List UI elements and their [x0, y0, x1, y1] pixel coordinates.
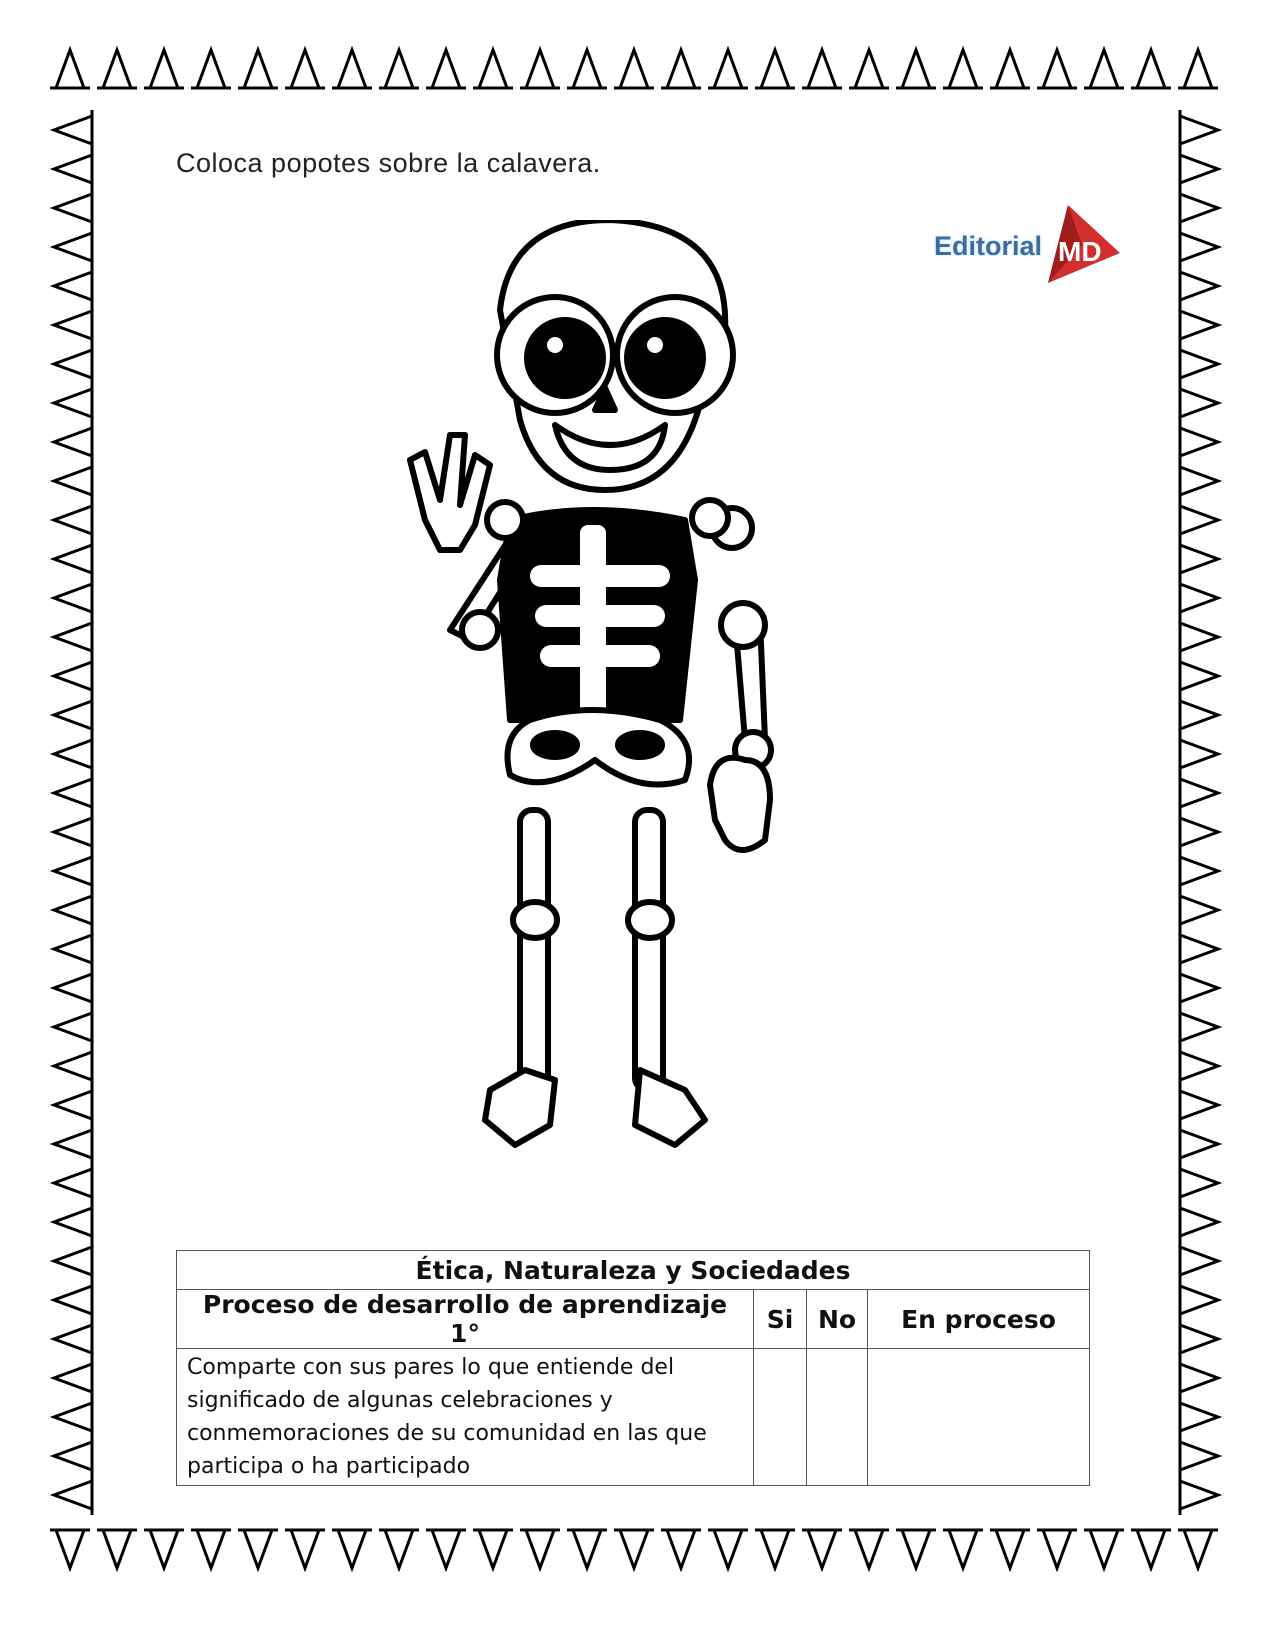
- header-si: Si: [754, 1290, 807, 1349]
- table-row: [177, 1349, 1090, 1486]
- header-en-proceso: En proceso: [868, 1290, 1090, 1349]
- table-title: Ética, Naturaleza y Sociedades: [177, 1251, 1090, 1290]
- svg-text:MD: MD: [1058, 236, 1102, 267]
- instruction-text: Coloca popotes sobre la calavera.: [176, 148, 601, 178]
- cell-en-proceso[interactable]: [868, 1349, 1090, 1486]
- assessment-table: [176, 1250, 1090, 1486]
- header-no: No: [807, 1290, 868, 1349]
- skeleton-illustration: [340, 220, 840, 1210]
- logo-text: Editorial: [934, 231, 1043, 261]
- editorial-md-logo: [930, 205, 1120, 285]
- header-process: Proceso de desarrollo de aprendizaje 1°: [177, 1290, 754, 1349]
- md-logo-mark-icon: [1042, 205, 1122, 285]
- row-description: Comparte con sus pares lo que entiende del significado de algunas celebraciones y conmemoraciones de su comunidad en las que participa o ha participado: [177, 1349, 754, 1486]
- cell-si[interactable]: [754, 1349, 807, 1486]
- cell-no[interactable]: [807, 1349, 868, 1486]
